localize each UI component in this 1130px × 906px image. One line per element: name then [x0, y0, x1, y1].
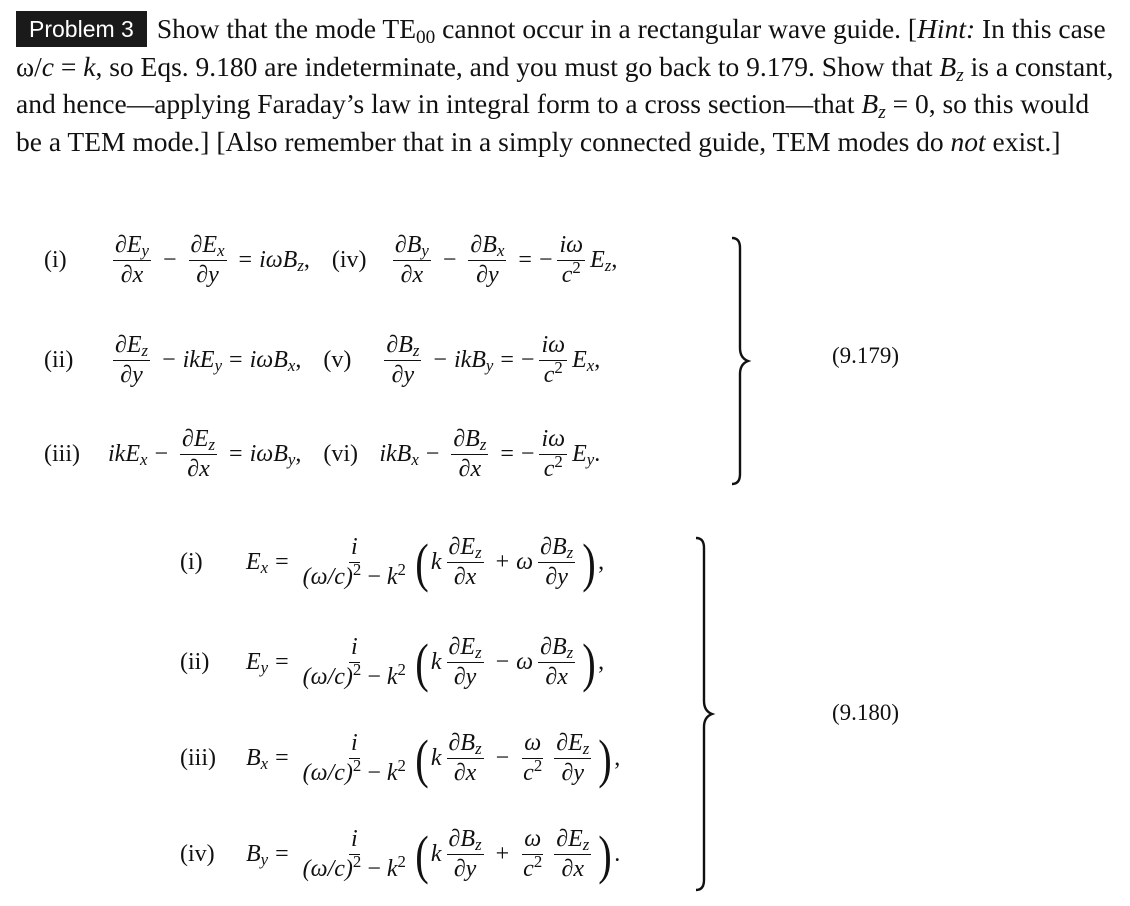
problem-text-part: is a constant, and hence—applying Faraday’s law in integral form to a cross section—that: [16, 50, 1114, 119]
problem-text-part: , so Eqs. 9.180 are indeterminate, and you must go back to 9.179. Show that: [95, 50, 940, 82]
fraction: $\frac{\partial E_x}{\partial y}$: [190, 232, 225, 288]
problem-text-part: exist.]: [985, 125, 1061, 157]
math-sub-z: z: [878, 101, 886, 123]
fraction: $\frac{\partial E_z}{\partial y}$: [115, 332, 149, 388]
equation-row-179-1: (i) $\frac{\partial E_y}{\partial x}$ − $\frac{\partial E_x}{\partial y}$ = iωB$_z$ , (iv) $\frac{\partial B_y}{\partial x}$ − $\frac{\partial B_x}{\partial y}$ = − $\frac{i\omega}{c^2}$ $E_z$ ,: [44, 232, 618, 288]
fraction: $\frac{\partial E_z}{\partial x}$: [181, 426, 216, 482]
problem-text-part: =: [53, 50, 84, 82]
equation-tag: (iv): [180, 841, 215, 867]
emphasis-not: not: [950, 125, 986, 157]
fraction: $\frac{\partial B_z}{\partial y}$: [386, 332, 420, 388]
fraction: $\frac{\partial B_z}{\partial x}$: [540, 634, 574, 690]
problem-text-part: = 0, so this would be a TEM mode.] [Also remember that in a simply connected guide, TEM modes do: [16, 88, 1090, 157]
equation-tag: (iv): [331, 247, 367, 273]
problem-text-part: In this case ω/: [16, 13, 1106, 82]
fraction: $\frac{\partial E_y}{\partial x}$: [115, 232, 149, 288]
hint-label: Hint:: [917, 13, 976, 44]
equation-tag: (iii): [44, 441, 80, 467]
equation-tag: (iii): [180, 745, 216, 771]
fraction: $\frac{i}{(\omega/c)^2 - k^2}$: [302, 730, 406, 786]
fraction: $\frac{i}{(\omega/c)^2 - k^2}$: [302, 634, 406, 690]
fraction: $\frac{\partial E_z}{\partial y}$: [448, 634, 482, 690]
equation-row-179-3: (iii) ikE$_x$ − $\frac{\partial E_z}{\partial x}$ = iωB$_y$ , (vi) ikB$_x$ − $\frac{\partial B_z}{\partial x}$ = − $\frac{i\omega}{c^2}$ $E_y$ .: [44, 426, 601, 482]
fraction: $\frac{\omega}{c^2}$: [523, 826, 543, 882]
fraction: $\frac{\partial B_z}{\partial x}$: [448, 730, 482, 786]
fraction: $\frac{\partial B_z}{\partial x}$: [453, 426, 487, 482]
fraction: $\frac{i\omega}{c^2}$: [541, 332, 566, 388]
fraction: $\frac{\partial B_y}{\partial x}$: [394, 232, 429, 288]
equation-row-180-1: (i) $E_x$ = $\frac{i}{(\omega/c)^2 - k^2}$ ( k $\frac{\partial E_z}{\partial x}$ + ω $\frac{\partial B_z}{\partial y}$ ) ,: [180, 532, 605, 593]
math-sub-z: z: [956, 64, 964, 86]
mode-subscript: 00: [416, 26, 436, 48]
equation-tag: (ii): [44, 347, 74, 373]
fraction: $\frac{\partial B_z}{\partial y}$: [448, 826, 482, 882]
equation-tag: (vi): [323, 441, 358, 467]
equation-row-179-2: (ii) $\frac{\partial E_z}{\partial y}$ − ikE$_y$ = iωB$_x$ , (v) $\frac{\partial B_z}{\partial y}$ − ikB$_y$ = − $\frac{i\omega}{c^2}$ $E_x$ ,: [44, 332, 601, 388]
problem-text-intro: Show that the mode TE: [156, 13, 417, 44]
fraction: $\frac{\omega}{c^2}$: [523, 730, 543, 786]
math-B: B: [939, 50, 957, 82]
equation-row-180-3: (iii) $B_x$ = $\frac{i}{(\omega/c)^2 - k^2}$ ( k $\frac{\partial B_z}{\partial x}$ − $\frac{\omega}{c^2}$ $\frac{\partial E_z}{\partial y}$ ) ,: [180, 728, 621, 789]
right-brace-9-180: [692, 536, 718, 892]
problem-text-part: cannot occur in a rectangular wave guide. [: [435, 13, 918, 44]
fraction: $\frac{\partial B_z}{\partial y}$: [540, 534, 574, 590]
fraction: $\frac{\partial E_z}{\partial x}$: [556, 826, 590, 882]
fraction: $\frac{\partial E_z}{\partial y}$: [556, 730, 590, 786]
right-brace-9-179: [728, 236, 754, 486]
equation-number-9-179: (9.179): [832, 343, 900, 368]
equation-tag: (ii): [180, 649, 210, 675]
equation-row-180-2: (ii) $E_y$ = $\frac{i}{(\omega/c)^2 - k^2}$ ( k $\frac{\partial E_z}{\partial y}$ − ω $\frac{\partial B_z}{\partial x}$ ) ,: [180, 632, 605, 693]
equation-row-180-4: (iv) $B_y$ = $\frac{i}{(\omega/c)^2 - k^2}$ ( k $\frac{\partial B_z}{\partial y}$ + $\frac{\omega}{c^2}$ $\frac{\partial E_z}{\partial x}$ ) .: [180, 824, 621, 885]
equation-tag: (i): [180, 549, 203, 575]
fraction: $\frac{\partial E_z}{\partial x}$: [448, 534, 482, 590]
math-c: c: [41, 50, 54, 82]
equation-tag: (i): [44, 247, 67, 273]
equation-tag: (v): [323, 347, 352, 373]
fraction: $\frac{i}{(\omega/c)^2 - k^2}$: [302, 534, 406, 590]
fraction: $\frac{\partial B_x}{\partial y}$: [470, 232, 505, 288]
equation-number-9-180: (9.180): [832, 700, 900, 725]
fraction: $\frac{i\omega}{c^2}$: [541, 426, 566, 482]
problem-badge: Problem 3: [16, 11, 147, 47]
math-B: B: [861, 88, 879, 119]
fraction: $\frac{i}{(\omega/c)^2 - k^2}$: [302, 826, 406, 882]
math-k: k: [83, 50, 96, 82]
problem-statement: [16, 10, 1116, 160]
fraction: $\frac{i\omega}{c^2}$: [559, 232, 584, 288]
